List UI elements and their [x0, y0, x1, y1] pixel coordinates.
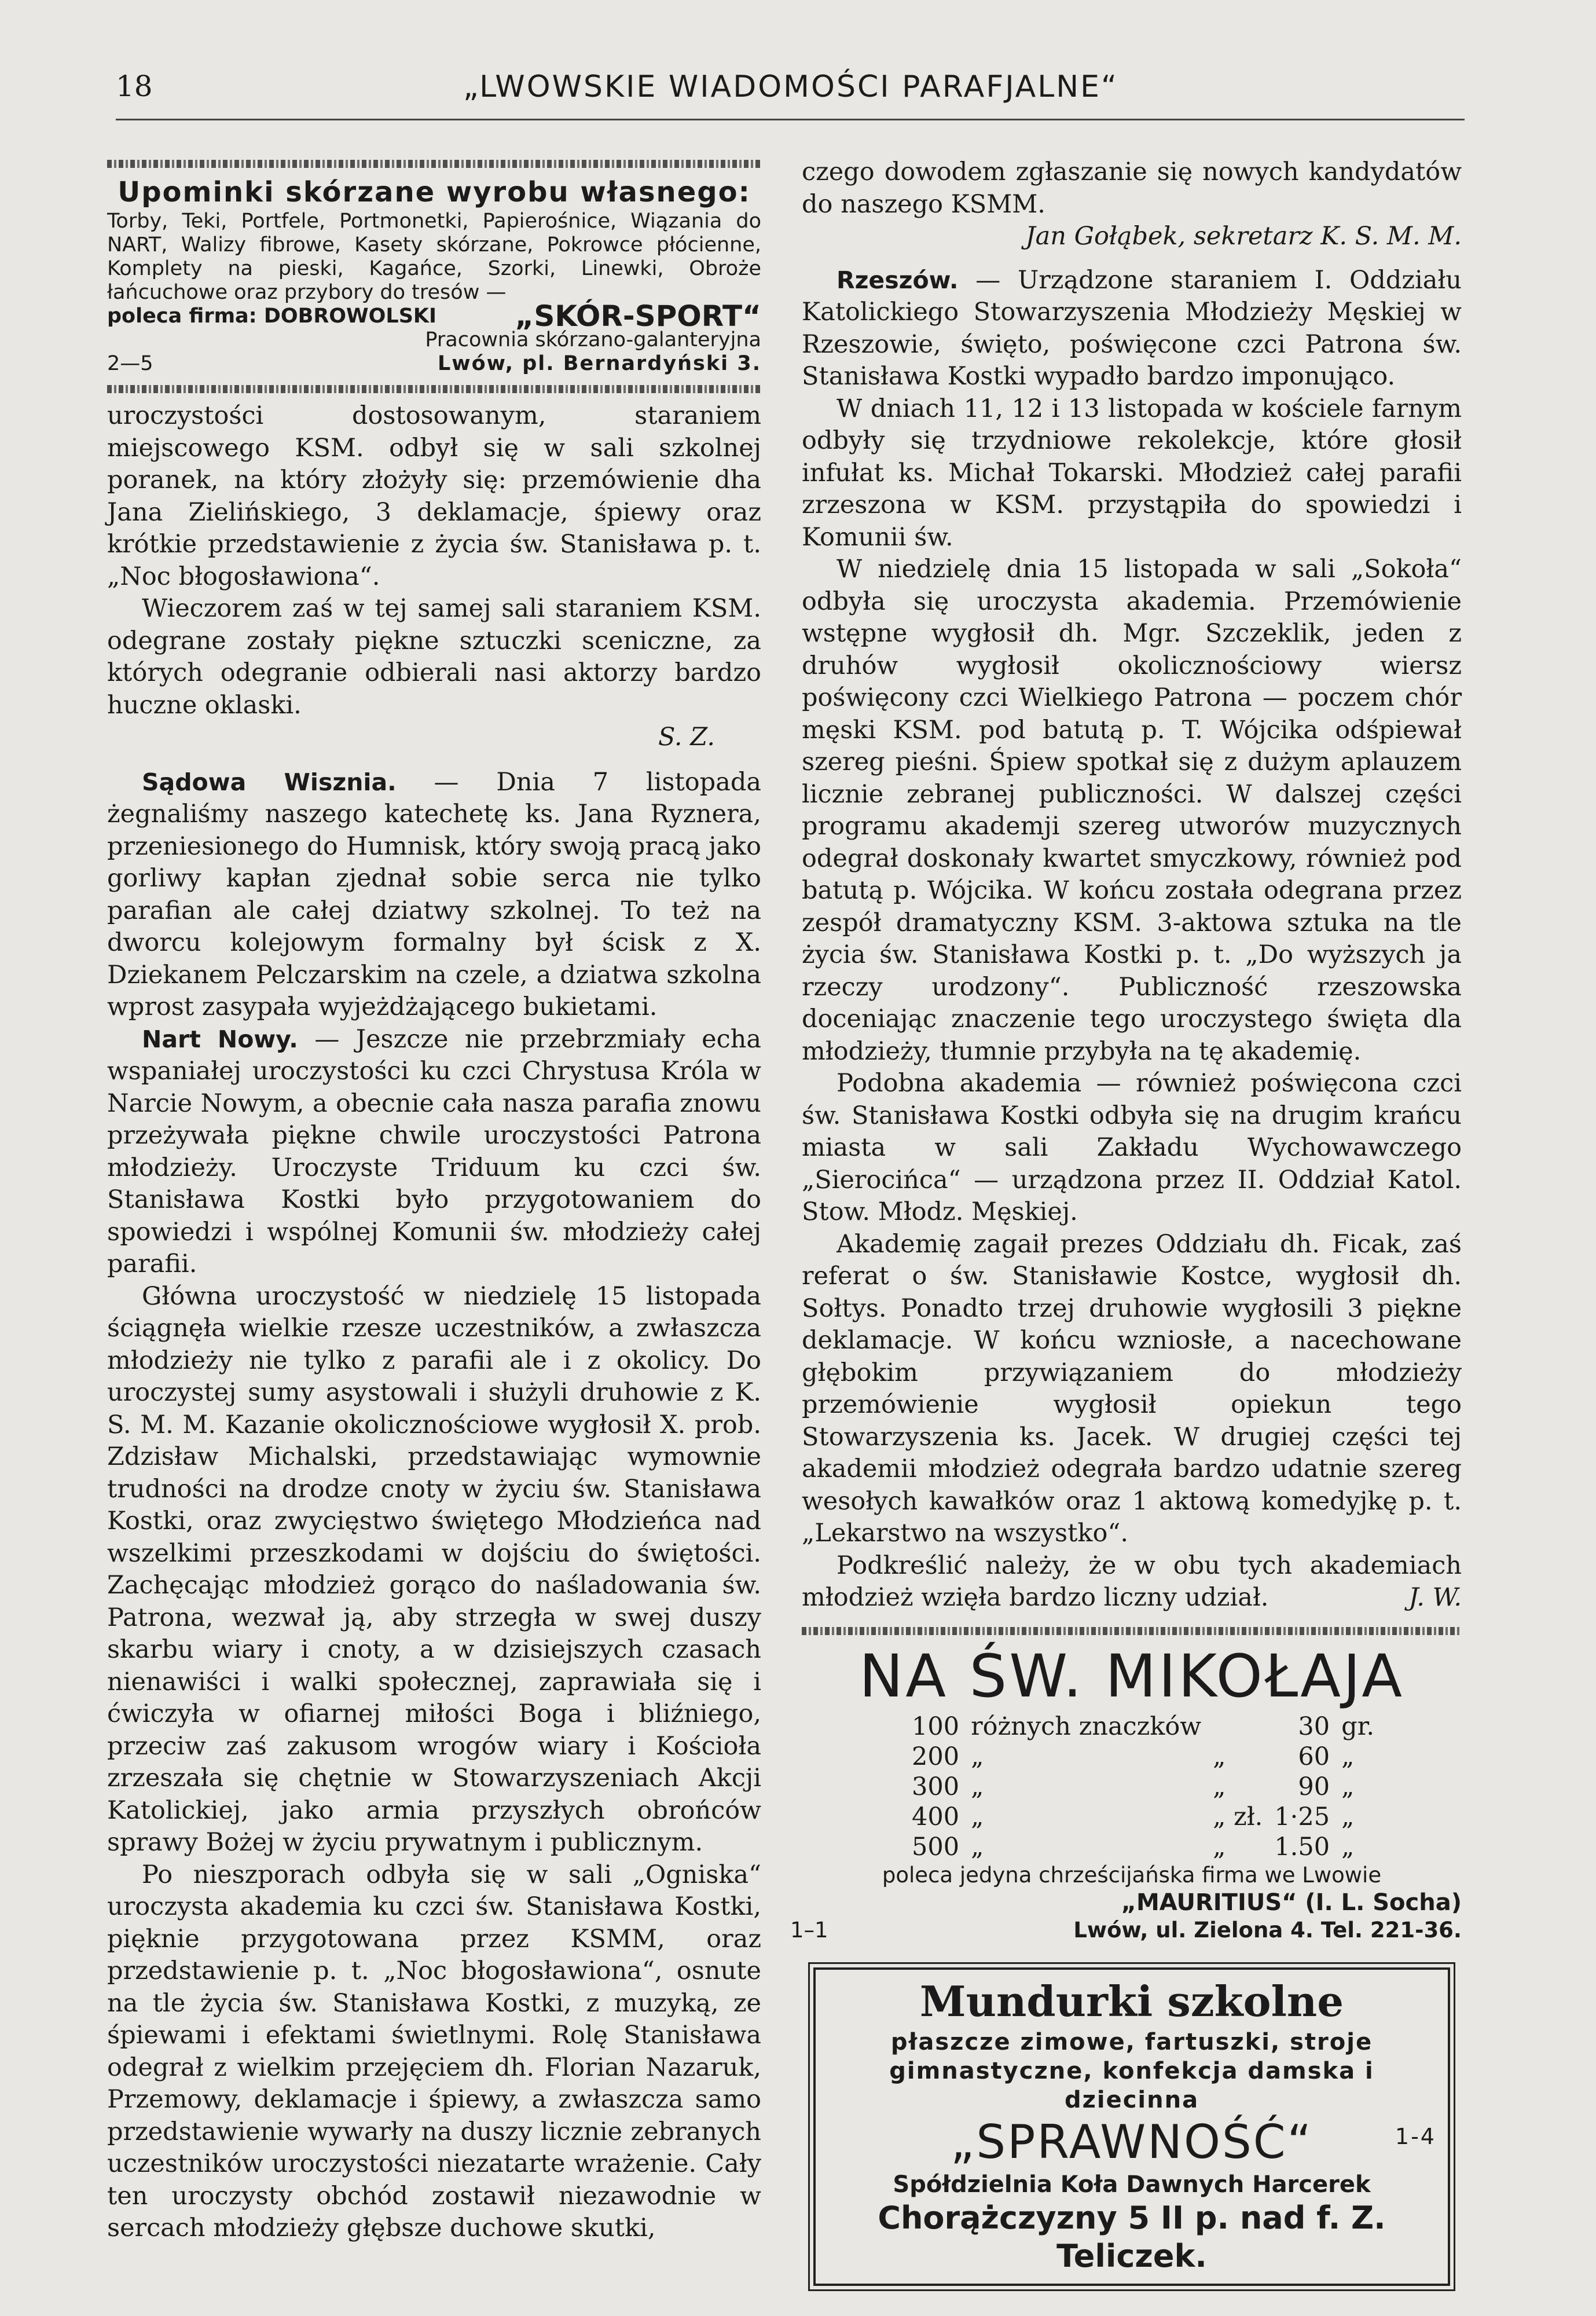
price-cell: „: [1213, 1772, 1226, 1801]
ad-mikolaj-poleca: poleca jedyna chrześcijańska firma we Lwowie: [882, 1862, 1382, 1888]
page-number: 18: [116, 69, 153, 103]
price-cell: „: [1341, 1832, 1355, 1861]
paragraph: Podobna akademia — również poświęcona czci św. Stanisława Kostki odbyła się na drugim krańcu miasta w sali Zakładu Wychowawczego „Sierocińca“ — urządzona przez II. Oddział Katol. Stow. Młodz. Męskiej.: [802, 1069, 1462, 1226]
left-text: [107, 400, 761, 2245]
price-row: [906, 1802, 1380, 1832]
paragraph: W dniach 11, 12 i 13 listopada w kościele farnym odbyły się trzydniowe rekolekcje, które głosił infułat ks. Michał Tokarski. Młodzież całej parafii zrzeszona w KSM. przystąpiła do spowiedzi i Komunii św.: [802, 394, 1462, 552]
ad-mikolaj-code: 1–1: [790, 1917, 828, 1943]
signature: S. Z.: [658, 723, 715, 752]
ad-mikolaj-firm: „MAURITIUS“ (I. L. Socha): [1121, 1889, 1462, 1916]
price-row: [906, 1772, 1380, 1802]
ad-mundurki-address: Chorążczyzny 5 II p. nad f. Z. Teliczek.: [878, 2199, 1386, 2274]
price-cell: 100: [912, 1712, 960, 1741]
ad-skora-address: Lwów, pl. Bernardyński 3.: [438, 352, 761, 375]
right-column: [790, 156, 1462, 2286]
price-cell: „: [1213, 1742, 1226, 1771]
paragraph: uroczystości dostosowanym, staraniem miejscowego KSM. odbył się w sali szkolnej poranek, na który złożyły się: przemówienie dha Jana Zielińskiego, 3 deklamacje, śpiewy oraz krótkie przedstawienie z życia św. Stanisława p. t. „Noc błogosławiona“.: [107, 401, 761, 591]
price-cell: [1207, 1712, 1268, 1742]
paragraph-text: Podkreślić należy, że w obu tych akademiach młodzież wzięła bardzo liczny udział.: [802, 1551, 1462, 1612]
ad-mundurki-brand: „SPRAWNOŚĆ“: [950, 2115, 1314, 2169]
paragraph: Wieczorem zaś w tej samej sali staraniem KSM. odegrane zostały piękne sztuczki sceniczne, za których odegranie odbierali nasi aktorzy bardzo huczne oklaski.: [107, 594, 761, 720]
price-cell: różnych znaczków: [971, 1712, 1202, 1741]
report-text: — Urządzone staraniem I. Oddziału Katolickiego Stowarzyszenia Młodzieży Męskiej w Rzeszowie, święto, poświęcone czci Patrona św. Stanisława Kostki wypadło bardzo imponująco.: [802, 265, 1462, 391]
paragraph: Główna uroczystość w niedzielę 15 listopada ściągnęła wielkie rzesze uczestników, a zwłaszcza młodzieży nie tylko z parafii ale i z okolicy. Do uroczystej sumy asystowali i służyli druhowie z K. S. M. M. Kazanie okolicznościowe wygłosił X. prob. Zdzisław Michalski, przedstawiając wymownie trudności na drodze cnoty w życiu św. Stanisława Kostki, oraz zwycięstwo świętego Młodzieńca nad wszelkimi przeszkodami w dojściu do świętości. Zachęcając młodzież gorąco do naśladowania św. Patrona, wezwał ją, aby strzegła w swej duszy skarbu wiary i cnoty, a w dzisiejszych czasach nienawiści i walki społecznej, zaprawiała się i ćwiczyła w ofiarnej miłości Boga i bliźniego, przeciw zaś zakusom wrogów wiary i Kościoła zrzeszała się chętnie w Stowarzyszeniach Akcji Katolickiej, jako armia przyszłych obrońców sprawy Bożej w życiu prywatnym i publicznym.: [107, 1281, 761, 1857]
paragraph: czego dowodem zgłaszanie się nowych kandydatów do naszego KSMM.: [802, 157, 1462, 219]
ad-skora-title: Upominki skórzane wyrobu własnego:: [118, 176, 751, 208]
price-cell: 1·25: [1274, 1802, 1330, 1831]
ad-skora-brand-row: [107, 299, 761, 333]
ad-mundurki: [813, 1967, 1450, 2286]
report-text: — Jeszcze nie przebrzmiały echa wspaniałej uroczystości ku czci Chrystusa Króla w Narcie Nowym, a obecnie cała nasza parafia znowu przeżywała piękne chwile uroczystości Patrona młodzieży. Uroczyste Triduum ku czci św. Stanisława Kostki było przygotowaniem do spowiedzi i wspólnej Komunii św. młodzieży całej parafii.: [107, 1024, 762, 1278]
paragraph: W niedzielę dnia 15 listopada w sali „Sokoła“ odbyła się uroczysta akademia. Przemówienie wstępne wygłosił dh. Mgr. Szczeklik, jeden z druhów wygłosił okolicznościowy wiersz poświęcony czci Wielkiego Patrona — poczem chór męski KSM. pod batutą p. T. Wójcika odśpiewał szereg pieśni. Śpiew spotkał się z dużym aplauzem licznie zebranej publiczności. W dalszej części programu akademji szereg utworów muzycznych odegrał doskonały kwartet smyczkowy, również pod batutą p. Wójcika. W końcu została odegrana przez zespół dramatyczny KSM. 3-aktowa sztuka na tle życia św. Stanisława Kostki p. t. „Do wyższych ja rzeczy urodzony“. Publiczność rzeszowska doceniając znaczenie tego uroczystego święta dla młodzieży, tłumnie przybyła na tę akademię.: [802, 555, 1462, 1066]
ad-mundurki-title: Mundurki szkolne: [919, 1976, 1344, 2026]
price-cell: „: [1341, 1772, 1355, 1801]
right-text: [802, 156, 1462, 1614]
ad-skora-code: 2—5: [107, 352, 153, 375]
paragraph: Po nieszporach odbyła się w sali „Ogniska“ uroczysta akademia ku czci św. Stanisława Kostki, pięknie przygotowana przez KSMM, oraz przedstawienie p. t. „Noc błogosławiona“, osnute na tle życia św. Stanisława Kostki, z muzyką, ze śpiewami i efektami świetlnymi. Rolę Stanisława odegrał z wielkim przejęciem dh. Florian Nazaruk, Przemowy, deklamacje i śpiewy, a zwłaszcza samo przedstawienie wywarły na duszy licznie zebranych uczestników uroczystości niezatarte wrażenie. Cały ten uroczysty obchód zostawił niezawodnie w sercach młodzieży głębsze duchowe skutki,: [107, 1860, 761, 2242]
ad-skora-brand: „SKÓR-SPORT“: [515, 299, 761, 333]
price-cell: „ zł.: [1213, 1802, 1263, 1831]
price-cell: „: [1213, 1832, 1226, 1861]
ad-mundurki-products: płaszcze zimowe, fartuszki, stroje gimnastyczne, konfekcja damska i dziecinna: [889, 2028, 1374, 2113]
ad-mundurki-brand-row: [827, 2115, 1436, 2170]
ad-mikolaj-address: Lwów, ul. Zielona 4. Tel. 221-36.: [1073, 1917, 1462, 1943]
price-row: [906, 1832, 1380, 1862]
ornament-divider: [107, 160, 761, 168]
running-title: „LWOWSKIE WIADOMOŚCI PARAFJALNE“: [463, 69, 1118, 104]
signature: Jan Gołąbek, sekretarz K. S. M. M.: [1025, 222, 1462, 251]
price-row: [906, 1742, 1380, 1772]
price-cell: „: [971, 1742, 984, 1771]
place-name: Rzeszów.: [836, 266, 959, 294]
price-cell: gr.: [1341, 1712, 1375, 1741]
page-header: [116, 69, 1465, 116]
place-name: Nart Nowy.: [142, 1025, 298, 1053]
header-rule: [116, 119, 1465, 120]
price-cell: 1.50: [1274, 1832, 1330, 1861]
price-cell: 400: [912, 1802, 960, 1831]
signature: J. W.: [1408, 1583, 1462, 1612]
report-text: — Dnia 7 listopada żegnaliśmy naszego katechetę ks. Jana Ryznera, przeniesionego do Humnisk, który swoją pracą jako gorliwy kapłan zjednał sobie serca nie tylko parafian ale całej dziatwy szkolnej. To też na dworcu kolejowym formalny był ścisk z X. Dziekanem Pelczarskim na czele, a dziatwa szkolna wprost zasypała wyjeżdżającego bukietami.: [107, 767, 761, 1021]
price-cell: „: [971, 1802, 984, 1831]
ornament-divider: [802, 1627, 1462, 1635]
price-cell: „: [1341, 1742, 1355, 1771]
price-table: [906, 1712, 1380, 1862]
price-cell: 30: [1298, 1712, 1330, 1741]
price-cell: 90: [1298, 1772, 1330, 1801]
ad-mikolaj-headline: NA ŚW. MIKOŁAJA: [858, 1641, 1405, 1711]
price-cell: „: [971, 1832, 984, 1861]
ad-mikolaj-address-row: [790, 1916, 1462, 1944]
report-rzeszow: [802, 265, 1462, 393]
price-cell: 60: [1298, 1742, 1330, 1771]
price-cell: „: [971, 1772, 984, 1801]
price-row: [906, 1712, 1380, 1742]
price-cell: 300: [912, 1772, 960, 1801]
place-name: Sądowa Wisznia.: [142, 768, 397, 796]
paragraph: [802, 1550, 1462, 1614]
price-cell: 200: [912, 1742, 960, 1771]
ad-mikolaj: [790, 1641, 1462, 1944]
price-cell: „: [1341, 1802, 1355, 1831]
ad-mundurki-code: 1-4: [1395, 2123, 1436, 2149]
ad-skora-poleca: poleca firma: DOBROWOLSKI: [107, 305, 437, 328]
report-sadowa-wisznia: [107, 767, 761, 1024]
paragraph: Akademię zagaił prezes Oddziału dh. Ficak, zaś referat o św. Stanisławie Kostce, wygłosił dh. Sołtys. Ponadto trzej druhowie wygłosili 3 piękne deklamacje. W końcu wzniosłe, a nacechowane głębokim przywiązaniem do młodzieży przemówienie wygłosił opiekun tego Stowarzyszenia ks. Jacek. W drugiej części tej akademii młodzież odegrała bardzo udatnie szereg wesołych kawałków oraz 1 aktową komedyjkę p. t. „Lekarstwo na wszystko“.: [802, 1229, 1462, 1548]
ad-skor-sport: [107, 175, 761, 376]
ornament-divider: [107, 385, 761, 393]
report-nart-nowy: [107, 1024, 761, 1281]
left-column: [107, 156, 761, 2245]
price-cell: 500: [912, 1832, 960, 1861]
ad-mundurki-coop: Spółdzielnia Koła Dawnych Harcerek: [893, 2171, 1371, 2198]
ad-skora-address-row: [107, 352, 761, 376]
ad-skora-body: Torby, Teki, Portfele, Portmonetki, Papierośnice, Wiązania do NART, Walizy fibrowe, Kasety skórzane, Pokrowce płócienne, Komplety na pieski, Kagańce, Szorki, Linewki, Obroże łańcuchowe oraz przybory do tresów —: [107, 210, 761, 304]
ad-skora-workshop: Pracownia skórzano-galanteryjna: [425, 328, 761, 351]
